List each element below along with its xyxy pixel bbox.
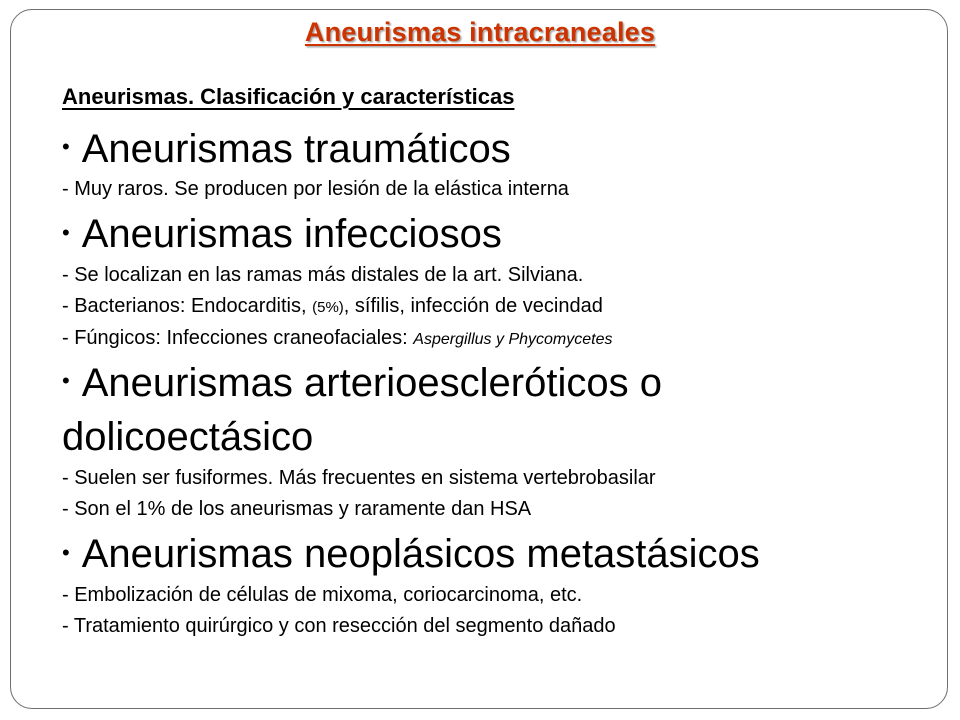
section-line: - Son el 1% de los aneurismas y raramente dan HSA — [62, 498, 532, 521]
section-line: - Embolización de células de mixoma, coriocarcinoma, etc. — [62, 583, 583, 606]
section-line: - Se localizan en las ramas más distales de la art. Silviana. — [62, 263, 584, 286]
section-line-text: , sífilis, infección de vecindad — [343, 294, 603, 317]
bullet-icon: • — [62, 134, 70, 160]
section-heading-traumatic — [62, 126, 942, 174]
bullet-icon: • — [62, 219, 70, 245]
section-line — [62, 291, 942, 323]
section-heading-arteriosclerotic — [62, 357, 822, 463]
section-heading-infectious — [62, 211, 942, 259]
section-heading-neoplastic — [62, 531, 942, 579]
section-line-species: Aspergillus y Phycomycetes — [413, 330, 613, 348]
section-heading-text: Aneurismas arterioescleróticos o dolicoectásico — [62, 360, 662, 460]
section-line: - Muy raros. Se producen por lesión de la elástica interna — [62, 178, 569, 201]
section-line: - Suelen ser fusiformes. Más frecuentes en sistema vertebrobasilar — [62, 467, 656, 490]
section-line-percent: (5%) — [312, 298, 344, 316]
slide-subtitle: Aneurismas. Clasificación y características — [62, 84, 515, 109]
slide-title: Aneurismas intracraneales — [304, 17, 656, 47]
section-heading-text: Aneurismas neoplásicos metastásicos — [81, 532, 760, 577]
section-heading-text: Aneurismas infecciosos — [81, 212, 502, 257]
bullet-icon: • — [62, 539, 70, 565]
section-heading-text: Aneurismas traumáticos — [81, 127, 511, 171]
bullet-icon: • — [62, 368, 70, 394]
section-line-text: - Fúngicos: Infecciones craneofaciales: — [62, 326, 414, 349]
section-line — [62, 323, 942, 355]
section-line-text: - Bacterianos: Endocarditis, — [62, 294, 313, 317]
section-line: - Tratamiento quirúrgico y con resección del segmento dañado — [62, 614, 616, 637]
slide-content — [62, 126, 942, 642]
